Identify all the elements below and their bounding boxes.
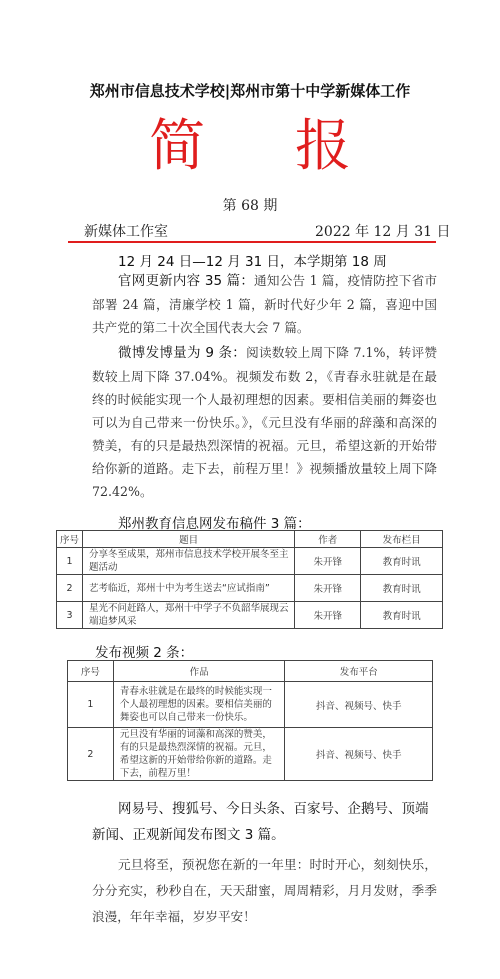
- row-index: 2: [68, 728, 114, 781]
- video-work: 元旦没有华丽的词藻和高深的赞美，有的只是最热烈深情的祝福。元旦，希望这新的开始带给你新的道路。走下去，前程万里！: [113, 728, 285, 781]
- issue-number: 第 68 期: [222, 198, 278, 214]
- videos-table: [67, 660, 433, 781]
- col-header: 题目: [82, 531, 294, 548]
- col-header: 发布栏目: [361, 531, 443, 548]
- table-header-row: [68, 661, 433, 682]
- article-column: 教育时讯: [361, 575, 443, 602]
- article-author: 朱开锋: [295, 602, 361, 629]
- office-name: 新媒体工作室: [84, 224, 168, 240]
- col-header: 作者: [295, 531, 361, 548]
- articles-table: [56, 530, 443, 629]
- table-row: [57, 575, 443, 602]
- schools-header: 郑州市信息技术学校|郑州市第十中学新媒体工作: [89, 82, 411, 100]
- col-header: 序号: [68, 661, 114, 682]
- article-author: 朱开锋: [295, 548, 361, 575]
- weibo-paragraph: [92, 341, 437, 503]
- article-column: 教育时讯: [361, 602, 443, 629]
- row-index: 1: [57, 548, 83, 575]
- articles-section-title: 郑州教育信息网发布稿件 3 篇：: [118, 516, 311, 532]
- table-row: [68, 682, 433, 728]
- video-platforms: 抖音、视频号、快手: [285, 728, 433, 781]
- article-title: 艺考临近，郑州十中为考生送去“应试指南”: [82, 575, 294, 602]
- table-row: [57, 602, 443, 629]
- table-row: [57, 548, 443, 575]
- weibo-text: 阅读数较上周下降 7.1%，转评赞数较上周下降 37.04%。视频发布数 2，《青春永驻就是在最终的时候能实现一个人最初理想的因素。要相信美丽的舞姿也可以为自己带来一份快乐。》，《元旦没有华丽的辞藻和高深的赞美，有的只是最热烈深情的祝福。元旦，希望这新的开始带给你新的道路。走下去，前程万里！》视频播放量较上周下降 72.42%。: [92, 345, 438, 499]
- website-paragraph: [92, 269, 437, 339]
- weibo-lead: 微博发博量为 9 条：: [118, 345, 247, 361]
- website-text: 通知公告 1 篇，疫情防控下省市部署 24 篇，清廉学校 1 篇，新时代好少年 2 篇，喜迎中国共产党的第二十次全国代表大会 7 篇。: [92, 273, 437, 335]
- row-index: 3: [57, 602, 83, 629]
- article-title: 星光不问赶路人，郑州十中学子不负韶华展现云端追梦风采: [82, 602, 294, 629]
- bulletin-title: 简 报: [149, 114, 387, 179]
- red-divider: [68, 241, 436, 243]
- article-title: 分享冬至成果，郑州市信息技术学校开展冬至主题活动: [82, 548, 294, 575]
- article-author: 朱开锋: [295, 575, 361, 602]
- col-header: 作品: [113, 661, 285, 682]
- greeting-paragraph: 元旦将至，预祝您在新的一年里：时时开心，刻刻快乐，分分充实，秒秒自在，天天甜蜜，周周精彩，月月发财，季季浪漫，年年幸福，岁岁平安！: [92, 857, 437, 924]
- videos-section-title: 发布视频 2 条：: [95, 645, 194, 661]
- table-header-row: [57, 531, 443, 548]
- table-row: [68, 728, 433, 781]
- col-header: 发布平台: [285, 661, 433, 682]
- week-range: 12 月 24 日—12 月 31 日，本学期第 18 周: [118, 254, 387, 270]
- row-index: 1: [68, 682, 114, 728]
- platforms-paragraph: 网易号、搜狐号、今日头条、百家号、企鹅号、顶端新闻、正观新闻发布图文 3 篇。: [92, 801, 429, 843]
- website-lead: 官网更新内容 35 篇：: [118, 273, 255, 289]
- article-column: 教育时讯: [361, 548, 443, 575]
- video-platforms: 抖音、视频号、快手: [285, 682, 433, 728]
- col-header: 序号: [57, 531, 83, 548]
- video-work: 青春永驻就是在最终的时候能实现一个人最初理想的因素。要相信美丽的舞姿也可以自己带来一份快乐。: [113, 682, 285, 728]
- issue-date: 2022 年 12 月 31 日: [315, 224, 451, 240]
- row-index: 2: [57, 575, 83, 602]
